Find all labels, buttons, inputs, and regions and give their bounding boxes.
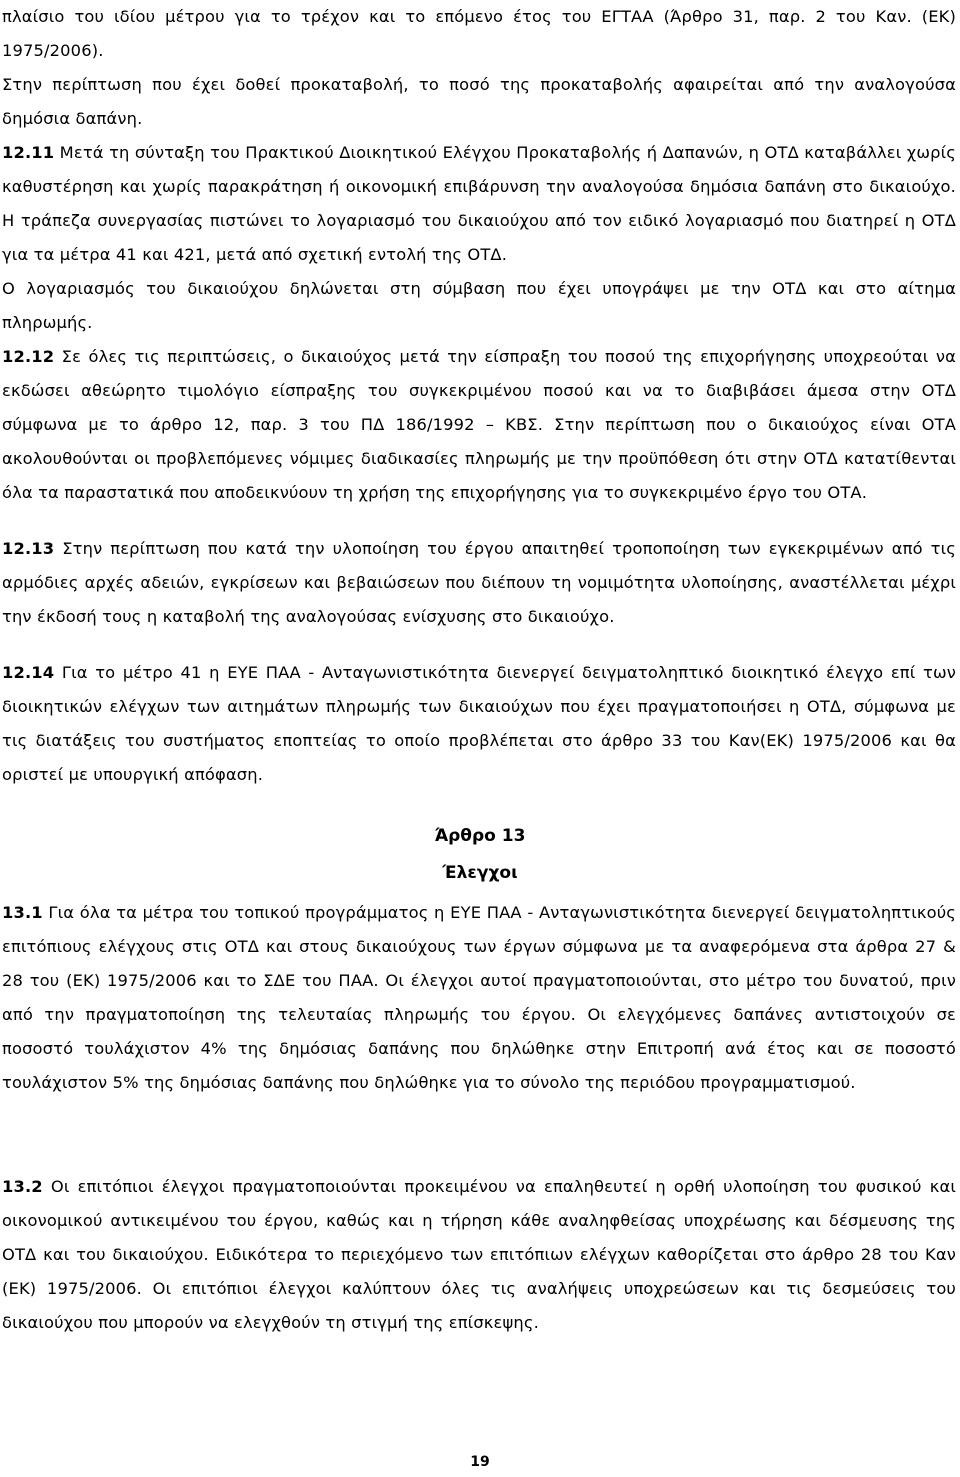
paragraph-text: Μετά τη σύνταξη του Πρακτικού Διοικητικού Ελέγχου Προκαταβολής ή Δαπανών, η ΟΤΔ καταβάλλει χωρίς καθυστέρηση και χωρίς παρακράτηση ή οικονομική επιβάρυνση την αναλογούσα δημόσια δαπάνη στο δικαιούχο. Η τράπεζα συνεργασίας πιστώνει το λογαριασμό του δικαιούχου από τον ειδικό λογαριασμό που διατηρεί η ΟΤΔ για τα μέτρα 41 και 421, μετά από σχετική εντολή της ΟΤΔ. [2, 143, 956, 264]
paragraph-12-11 [2, 136, 956, 272]
paragraph-advance-payment [2, 68, 956, 136]
paragraph-number: 12.12 [2, 347, 55, 366]
paragraph-number: 12.13 [2, 539, 55, 558]
paragraph-13-2 [2, 1170, 956, 1340]
paragraph-beneficiary-account [2, 272, 956, 340]
paragraph-text: Σε όλες τις περιπτώσεις, ο δικαιούχος μετά την είσπραξη του ποσού της επιχορήγησης υποχρεούται να εκδώσει αθεώρητο τιμολόγιο είσπραξης του συγκεκριμένου ποσού και να το διαβιβάσει άμεσα στην ΟΤΔ σύμφωνα με το άρθρο 12, παρ. 3 του ΠΔ 186/1992 – ΚΒΣ. Στην περίπτωση που ο δικαιούχος είναι ΟΤΑ ακολουθούνται οι προβλεπόμενες νόμιμες διαδικασίες πληρωμής με την προϋπόθεση ότι στην ΟΤΔ κατατίθενται όλα τα παραστατικά που αποδεικνύουν τη χρήση της επιχορήγησης για το συγκεκριμένο έργο του ΟΤΑ. [2, 347, 956, 502]
paragraph-number: 13.1 [2, 903, 43, 922]
paragraph-text: πλαίσιο του ιδίου μέτρου για το τρέχον και το επόμενο έτος του ΕΓΤΑΑ (Άρθρο 31, παρ. 2 του Καν. (ΕΚ) 1975/2006). [2, 7, 956, 60]
paragraph-12-12 [2, 340, 956, 510]
paragraph-text: Στην περίπτωση που κατά την υλοποίηση του έργου απαιτηθεί τροποποίηση των εγκεκριμένων από τις αρμόδιες αρχές αδειών, εγκρίσεων και βεβαιώσεων που διέπουν τη νομιμότητα υλοποίησης, αναστέλλεται μέχρι την έκδοσή τους η καταβολή της αναλογούσας ενίσχυσης στο δικαιούχο. [2, 539, 956, 626]
paragraph-12-14 [2, 656, 956, 792]
paragraph-text: Ο λογαριασμός του δικαιούχου δηλώνεται στη σύμβαση που έχει υπογράψει με την ΟΤΔ και στο αίτημα πληρωμής. [2, 279, 956, 332]
paragraph-text: Για όλα τα μέτρα του τοπικού προγράμματος η ΕΥΕ ΠΑΑ - Ανταγωνιστικότητα διενεργεί δειγματοληπτικούς επιτόπιους ελέγχους στις ΟΤΔ και στους δικαιούχους των έργων σύμφωνα με τα αναφερόμενα στα άρθρα 27 & 28 του (ΕΚ) 1975/2006 και το ΣΔΕ του ΠΑΑ. Οι έλεγχοι αυτοί πραγματοποιούνται, στο μέτρο του δυνατού, πριν από την πραγματοποίηση της τελευταίας πληρωμής του έργου. Οι ελεγχόμενες δαπάνες αντιστοιχούν σε ποσοστό τουλάχιστον 4% της δημόσιας δαπάνης που δηλώθηκε στην Επιτροπή ανά έτος και σε ποσοστό τουλάχιστον 5% της δημόσιας δαπάνης που δηλώθηκε για το σύνολο της περιόδου προγραμματισμού. [2, 903, 956, 1092]
paragraph-number: 13.2 [2, 1177, 43, 1196]
paragraph-text: Οι επιτόπιοι έλεγχοι πραγματοποιούνται προκειμένου να επαληθευτεί η ορθή υλοποίηση του φυσικού και οικονομικού αντικειμένου του έργου, καθώς και η τήρηση κάθε αναληφθείσας υποχρέωσης και δέσμευσης της ΟΤΔ και του δικαιούχου. Ειδικότερα το περιεχόμενο των επιτόπιων ελέγχων καθορίζεται στο άρθρο 28 του Καν (ΕΚ) 1975/2006. Οι επιτόπιοι έλεγχοι καλύπτουν όλες τις αναλήψεις υποχρεώσεων και τις δεσμεύσεις του δικαιούχου που μπορούν να ελεγχθούν τη στιγμή της επίσκεψης. [2, 1177, 956, 1332]
article-subtitle: Έλεγχοι [442, 863, 518, 883]
paragraph-text: Για το μέτρο 41 η ΕΥΕ ΠΑΑ - Ανταγωνιστικότητα διενεργεί δειγματοληπτικό διοικητικό έλεγχο επί των διοικητικών ελέγχων των αιτημάτων πληρωμής των δικαιούχων που έχει πραγματοποιήσει η ΟΤΔ, σύμφωνα με τις διατάξεις του συστήματος εποπτείας το οποίο προβλέπεται στο άρθρο 33 του Καν(ΕΚ) 1975/2006 και θα οριστεί με υπουργική απόφαση. [2, 663, 956, 784]
paragraph-text: Στην περίπτωση που έχει δοθεί προκαταβολή, το ποσό της προκαταβολής αφαιρείται από την αναλογούσα δημόσια δαπάνη. [2, 75, 956, 128]
page-number: 19 [470, 1454, 490, 1470]
paragraph-number: 12.14 [2, 663, 55, 682]
paragraph-continuation [2, 0, 956, 68]
article-title: Άρθρο 13 [434, 826, 526, 846]
paragraph-number: 12.11 [2, 143, 55, 162]
paragraph-12-13 [2, 532, 956, 634]
paragraph-13-1 [2, 896, 956, 1100]
